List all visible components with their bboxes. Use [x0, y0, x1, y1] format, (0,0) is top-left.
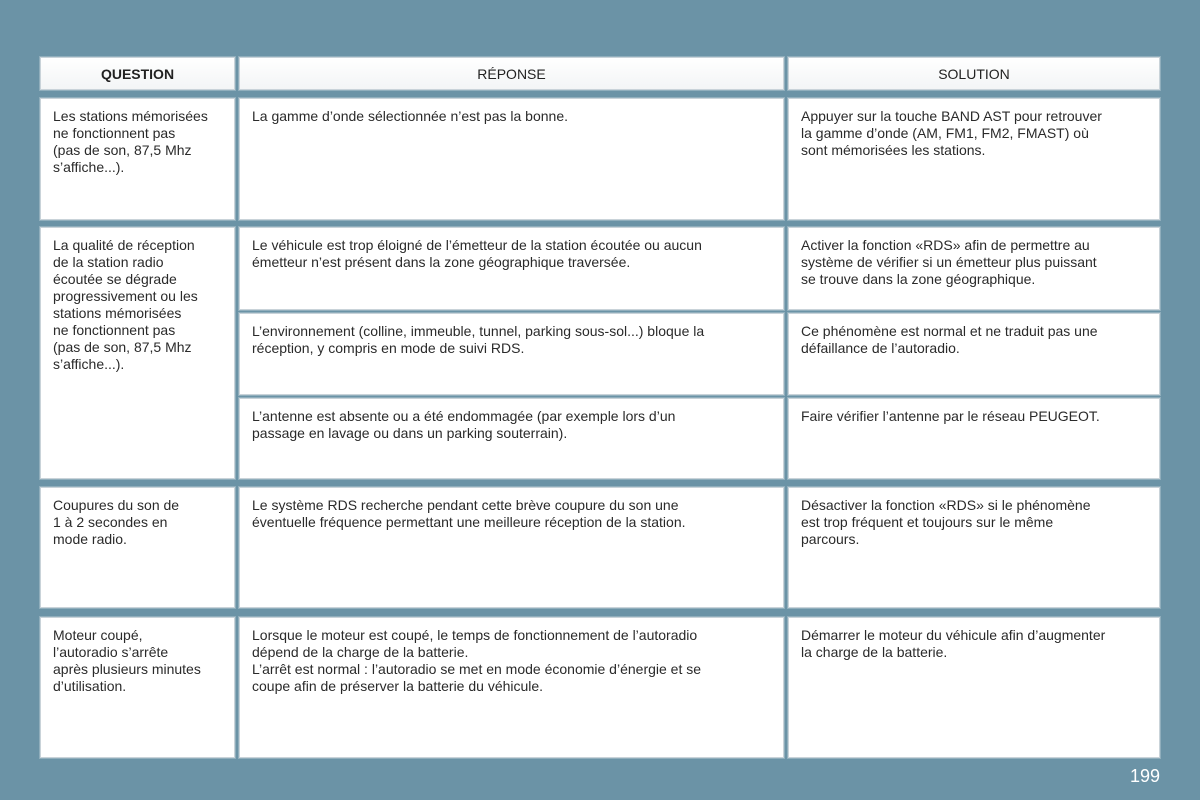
solution-cell: Appuyer sur la touche BAND AST pour retrouver la gamme d’onde (AM, FM1, FM2, FMAST) où sont mémorisées les stations. — [788, 98, 1160, 220]
header-solution: SOLUTION — [788, 57, 1160, 90]
question-cell: Les stations mémorisées ne fonctionnent pas (pas de son, 87,5 Mhz s’affiche...). — [40, 98, 235, 220]
response-cell: La gamme d’onde sélectionnée n’est pas la bonne. — [239, 98, 784, 220]
response-cell: Lorsque le moteur est coupé, le temps de fonctionnement de l’autoradio dépend de la charge de la batterie. L’arrêt est normal : l’autoradio se met en mode économie d’énergie et se coupe afin de préserver la batterie du véhicule. — [239, 617, 784, 758]
solution-cell: Faire vérifier l’antenne par le réseau PEUGEOT. — [788, 398, 1160, 479]
solution-cell: Ce phénomène est normal et ne traduit pas une défaillance de l’autoradio. — [788, 313, 1160, 395]
question-cell: Moteur coupé, l’autoradio s’arrête après plusieurs minutes d’utilisation. — [40, 617, 235, 758]
response-cell: Le système RDS recherche pendant cette brève coupure du son une éventuelle fréquence permettant une meilleure réception de la station. — [239, 487, 784, 608]
response-cell: L’environnement (colline, immeuble, tunnel, parking sous-sol...) bloque la réception, y compris en mode de suivi RDS. — [239, 313, 784, 395]
solution-cell: Démarrer le moteur du véhicule afin d’augmenter la charge de la batterie. — [788, 617, 1160, 758]
header-response: RÉPONSE — [239, 57, 784, 90]
response-cell: Le véhicule est trop éloigné de l’émetteur de la station écoutée ou aucun émetteur n’est présent dans la zone géographique traversée. — [239, 227, 784, 310]
response-cell: L’antenne est absente ou a été endommagée (par exemple lors d’un passage en lavage ou dans un parking souterrain). — [239, 398, 784, 479]
question-cell: La qualité de réception de la station radio écoutée se dégrade progressivement ou les stations mémorisées ne fonctionnent pas (pas de son, 87,5 Mhz s’affiche...). — [40, 227, 235, 479]
page-number: 199 — [1129, 766, 1160, 786]
solution-cell: Désactiver la fonction «RDS» si le phénomène est trop fréquent et toujours sur le même parcours. — [788, 487, 1160, 608]
question-cell: Coupures du son de 1 à 2 secondes en mode radio. — [40, 487, 235, 608]
header-question: QUESTION — [40, 57, 235, 90]
solution-cell: Activer la fonction «RDS» afin de permettre au système de vérifier si un émetteur plus puissant se trouve dans la zone géographique. — [788, 227, 1160, 310]
